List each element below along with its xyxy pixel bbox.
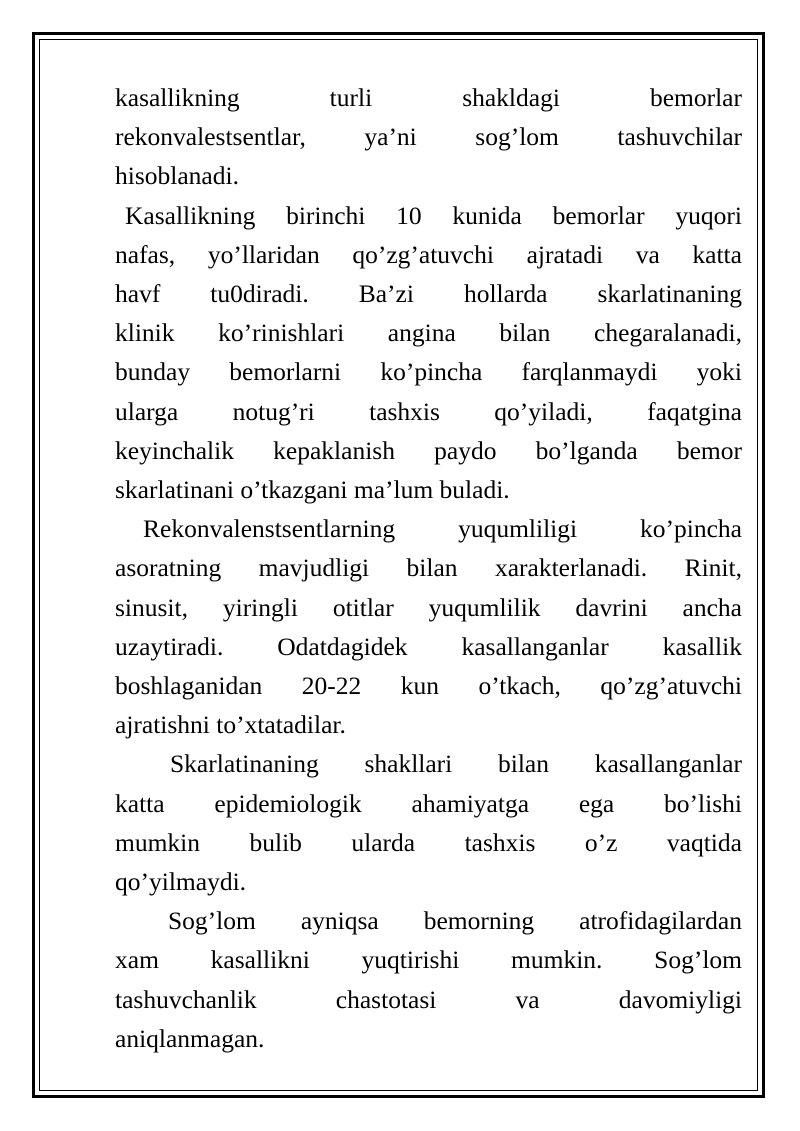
word: kasallik <box>662 631 742 661</box>
word: tashuvchilar <box>617 122 742 152</box>
word: mumkin. <box>511 945 603 975</box>
word: notug’ri <box>232 396 315 426</box>
word: ko’pincha <box>640 514 742 544</box>
word: yiringli <box>222 592 298 622</box>
word: ularda <box>351 827 416 857</box>
text-line: hisoblanadi. <box>115 161 239 191</box>
word: kun <box>400 671 440 701</box>
word: kasallikning <box>115 83 240 112</box>
word: sinusit, <box>115 592 188 622</box>
paragraph-1 <box>115 78 742 196</box>
text-line: aniqlanmagan. <box>115 1023 265 1053</box>
text-line <box>115 980 742 1019</box>
word: o’tkach, <box>478 671 561 701</box>
word: katta <box>115 788 165 818</box>
text-line: ajratishni to’xtatadilar. <box>115 710 346 740</box>
word: shakldagi <box>462 83 560 112</box>
word: tashxis <box>464 827 536 857</box>
paragraph-2 <box>115 196 742 510</box>
word: Kasallikning <box>125 200 256 230</box>
word: xam <box>115 945 159 975</box>
word: Rekonvalenstsentlarning <box>143 514 396 544</box>
word: bunday <box>115 357 191 387</box>
word: mavjudligi <box>258 553 370 583</box>
word: yuqumliligi <box>458 514 578 544</box>
word: kepaklanish <box>273 435 395 465</box>
word: farqlanmaydi <box>521 357 658 387</box>
word: kunida <box>452 200 522 230</box>
text-line <box>115 274 742 313</box>
text-line <box>115 431 742 470</box>
word: bemor <box>676 435 742 465</box>
word: qo’zg’atuvchi <box>600 671 742 701</box>
word: davomiyligi <box>618 984 742 1014</box>
text-line <box>115 901 742 940</box>
word: bilan <box>498 749 549 779</box>
word: o’z <box>584 827 618 857</box>
word: bemorlarni <box>229 357 342 387</box>
word: Rinit, <box>684 553 742 583</box>
word: faqatgina <box>647 396 742 426</box>
text-line <box>115 744 742 783</box>
word: keyinchalik <box>115 435 234 465</box>
word: bulib <box>249 827 302 857</box>
word: va <box>515 984 540 1014</box>
text-line <box>115 509 742 548</box>
word: yuqtirishi <box>361 945 460 975</box>
word: bilan <box>406 553 458 583</box>
word: Sog’lom <box>654 945 742 975</box>
word: hollarda <box>463 279 548 309</box>
word: katta <box>692 239 742 269</box>
word: Ba’zi <box>358 279 414 309</box>
word: rekonvalestsentlar, <box>115 122 306 152</box>
word: va <box>635 239 660 269</box>
word: paydo <box>434 435 497 465</box>
word: ko’rinishlari <box>218 318 345 348</box>
word: Sog’lom <box>168 906 256 936</box>
word: asoratning <box>115 553 222 583</box>
word: tu0diradi. <box>210 279 309 309</box>
word: ancha <box>682 592 742 622</box>
word: ko’pincha <box>380 357 483 387</box>
word: ya’ni <box>364 122 417 152</box>
word: qo’zg’atuvchi <box>352 239 494 269</box>
word: tashxis <box>369 396 440 426</box>
word: chegaralanadi, <box>594 318 742 348</box>
word: otitlar <box>332 592 394 622</box>
text-line <box>115 666 742 705</box>
text-line <box>115 392 742 431</box>
text-line: skarlatinani o’tkazgani ma’lum buladi. <box>115 475 510 505</box>
word: atrofidagilardan <box>579 906 742 936</box>
word: ayniqsa <box>300 906 379 936</box>
word: ajratadi <box>526 239 604 269</box>
word: uzaytiradi. <box>115 631 224 661</box>
word: klinik <box>115 318 175 348</box>
text-line <box>115 352 742 391</box>
text-line <box>115 196 742 235</box>
word: ularga <box>115 396 179 426</box>
word: havf <box>115 279 161 309</box>
paragraph-5 <box>115 901 742 1058</box>
word: yoki <box>696 357 742 387</box>
word: yo’llaridan <box>207 239 320 269</box>
word: sog’lom <box>475 122 559 152</box>
word: shakllari <box>364 749 453 779</box>
text-line <box>115 117 742 156</box>
word: nafas, <box>115 239 176 269</box>
word: turli <box>329 83 373 112</box>
word: vaqtida <box>666 827 742 857</box>
word: bemorlar <box>552 200 645 230</box>
word: yuqumlilik <box>428 592 541 622</box>
word: kasallanganlar <box>594 749 742 779</box>
text-line <box>115 784 742 823</box>
paragraph-3 <box>115 509 742 744</box>
word: angina <box>387 318 456 348</box>
word: kasallanganlar <box>461 631 609 661</box>
word: mumkin <box>115 827 201 857</box>
word: xarakterlanadi. <box>494 553 648 583</box>
text-line <box>115 627 742 666</box>
word: Skarlatinaning <box>170 749 319 779</box>
word: davrini <box>575 592 648 622</box>
word: ega <box>578 788 615 818</box>
text-line <box>115 823 742 862</box>
word: skarlatinaning <box>597 279 742 309</box>
word: qo’yiladi, <box>494 396 593 426</box>
document-body <box>115 78 742 1058</box>
text-line <box>115 78 742 117</box>
word: Odatdagidek <box>277 631 408 661</box>
word: 10 <box>396 200 422 230</box>
text-line <box>115 235 742 274</box>
word: boshlaganidan <box>115 671 263 701</box>
text-line <box>115 548 742 587</box>
word: bilan <box>499 318 551 348</box>
word: birinchi <box>286 200 366 230</box>
word: bo’lganda <box>535 435 638 465</box>
word: bemorning <box>423 906 535 936</box>
word: yuqori <box>675 200 742 230</box>
word: bo’lishi <box>664 788 742 818</box>
word: kasallikni <box>210 945 310 975</box>
word: 20-22 <box>301 671 362 701</box>
text-line: qo’yilmaydi. <box>115 867 247 897</box>
text-line <box>115 588 742 627</box>
text-line <box>115 940 742 979</box>
word: chastotasi <box>335 984 437 1014</box>
word: ahamiyatga <box>411 788 530 818</box>
word: tashuvchanlik <box>115 984 257 1014</box>
paragraph-4 <box>115 744 742 901</box>
word: epidemiologik <box>214 788 362 818</box>
text-line <box>115 313 742 352</box>
word: bemorlar <box>649 83 742 112</box>
